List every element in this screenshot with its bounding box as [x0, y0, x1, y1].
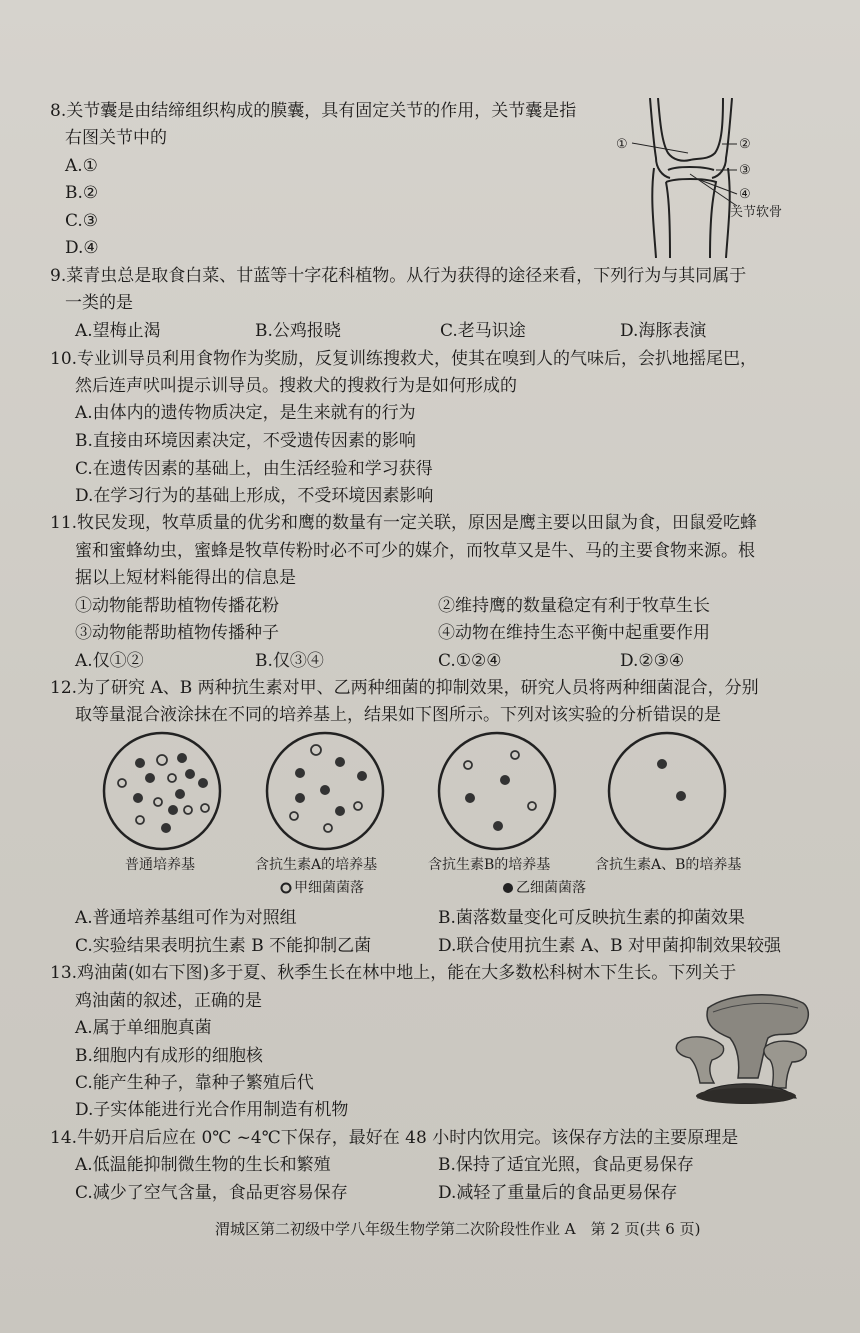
q12-option-b: B.菌落数量变化可反映抗生素的抑菌效果 [438, 908, 745, 928]
q11-option-c: C.①②④ [438, 651, 502, 671]
q10-stem-line1: 10.专业训导员利用食物作为奖励，反复训练搜救犬，使其在嗅到人的气味后，会扒地摇尾巴， [50, 349, 758, 369]
q10-option-c: C.在遗传因素的基础上，由生活经验和学习获得 [75, 459, 433, 479]
q12-option-c: C.实验结果表明抗生素 B 不能抑制乙菌 [75, 936, 372, 956]
q8-stem-line2: 右图关节中的 [65, 128, 167, 148]
q12-stem-line1: 12.为了研究 A、B 两种抗生素对甲、乙两种细菌的抑制效果，研究人员将两种细菌混合，分别 [50, 678, 759, 698]
q11-option-d: D.②③④ [620, 651, 685, 671]
q9-stem-line2: 一类的是 [65, 293, 133, 313]
dish-3-label: 含抗生素B的培养基 [428, 857, 551, 873]
q11-statement-1: ①动物能帮助植物传播花粉 [75, 596, 279, 616]
q8-option-a: A.① [65, 156, 98, 176]
q11-stem-line1: 11.牧民发现，牧草质量的优劣和鹰的数量有一定关联，原因是鹰主要以田鼠为食，田鼠爱吃蜂 [50, 513, 758, 533]
dish-3-outline [439, 733, 555, 849]
dish-4-label: 含抗生素A、B的培养基 [595, 857, 742, 873]
q11-statement-3: ③动物能帮助植物传播种子 [75, 623, 279, 643]
q12-stem-line2: 取等量混合液涂抹在不同的培养基上，结果如下图所示。下列对该实验的分析错误的是 [75, 705, 721, 725]
q9-stem-line1: 9.菜青虫总是取食白菜、甘蓝等十字花科植物。从行为获得的途径来看，下列行为与其同属于 [50, 266, 747, 286]
q11-option-b: B.仅③④ [255, 651, 324, 671]
q13-stem-line2: 鸡油菌的叙述，正确的是 [75, 991, 262, 1011]
q14-option-b: B.保持了适宜光照，食品更易保存 [438, 1155, 694, 1175]
knee-label-4: ④ [739, 187, 751, 202]
q8-option-d: D.④ [65, 238, 99, 258]
q11-stem-line2: 蜜和蜜蜂幼虫，蜜蜂是牧草传粉时必不可少的媒介，而牧草又是牛、马的主要食物来源。根 [75, 541, 755, 561]
q12-option-d: D.联合使用抗生素 A、B 对甲菌抑制效果较强 [438, 936, 782, 956]
page-footer: 渭城区第二初级中学八年级生物学第二次阶段性作业 A 第 2 页(共 6 页) [215, 1220, 701, 1238]
q8-stem-line1: 8.关节囊是由结缔组织构成的膜囊，具有固定关节的作用，关节囊是指 [50, 101, 577, 121]
knee-joint-diagram [610, 98, 810, 258]
q11-stem-line3: 据以上短材料能得出的信息是 [75, 568, 296, 588]
chanterelle-mushroom-image [668, 988, 818, 1108]
q9-option-d: D.海豚表演 [620, 321, 707, 341]
q14-option-c: C.减少了空气含量，食品更容易保存 [75, 1183, 348, 1203]
q12-option-a: A.普通培养基组可作为对照组 [75, 908, 297, 928]
legend-yi-label: 乙细菌菌落 [516, 880, 586, 896]
q13-option-b: B.细胞内有成形的细胞核 [75, 1046, 263, 1066]
q9-option-b: B.公鸡报晓 [255, 321, 341, 341]
dish-1-outline [104, 733, 220, 849]
knee-label-3: ③ [739, 163, 751, 178]
q8-option-c: C.③ [65, 211, 99, 231]
dish-4-outline [609, 733, 725, 849]
q13-option-a: A.属于单细胞真菌 [75, 1018, 212, 1038]
knee-label-1: ① [616, 137, 628, 152]
q14-stem: 14.牛奶开启后应在 0℃ ~4℃下保存，最好在 48 小时内饮用完。该保存方法的主要原理是 [50, 1128, 739, 1148]
q11-statement-4: ④动物在维持生态平衡中起重要作用 [438, 623, 710, 643]
dish-2-label: 含抗生素A的培养基 [255, 857, 378, 873]
q9-option-c: C.老马识途 [440, 321, 526, 341]
q11-option-a: A.仅①② [75, 651, 144, 671]
legend-jia-label: 甲细菌菌落 [294, 880, 364, 896]
q10-stem-line2: 然后连声吠叫提示训导员。搜救犬的搜救行为是如何形成的 [75, 376, 517, 396]
petri-dish-figure [100, 728, 760, 858]
q14-option-d: D.减轻了重量后的食品更易保存 [438, 1183, 678, 1203]
q9-option-a: A.望梅止渴 [75, 321, 161, 341]
q14-option-a: A.低温能抑制微生物的生长和繁殖 [75, 1155, 331, 1175]
q13-option-d: D.子实体能进行光合作用制造有机物 [75, 1100, 349, 1120]
dish-1-label: 普通培养基 [125, 857, 195, 873]
q13-stem-line1: 13.鸡油菌(如右下图)多于夏、秋季生长在林中地上，能在大多数松科树木下生长。下列关于 [50, 963, 737, 983]
legend-open-circle-icon [278, 880, 294, 896]
q11-statement-2: ②维持鹰的数量稳定有利于牧草生长 [438, 596, 710, 616]
legend-filled-circle-icon [500, 880, 516, 896]
knee-label-cartilage: 关节软骨 [730, 205, 783, 220]
q10-option-d: D.在学习行为的基础上形成，不受环境因素影响 [75, 486, 434, 506]
q10-option-b: B.直接由环境因素决定，不受遗传因素的影响 [75, 431, 416, 451]
q13-option-c: C.能产生种子，靠种子繁殖后代 [75, 1073, 314, 1093]
q10-option-a: A.由体内的遗传物质决定，是生来就有的行为 [75, 403, 416, 423]
knee-label-2: ② [739, 137, 751, 152]
q8-option-b: B.② [65, 183, 99, 203]
